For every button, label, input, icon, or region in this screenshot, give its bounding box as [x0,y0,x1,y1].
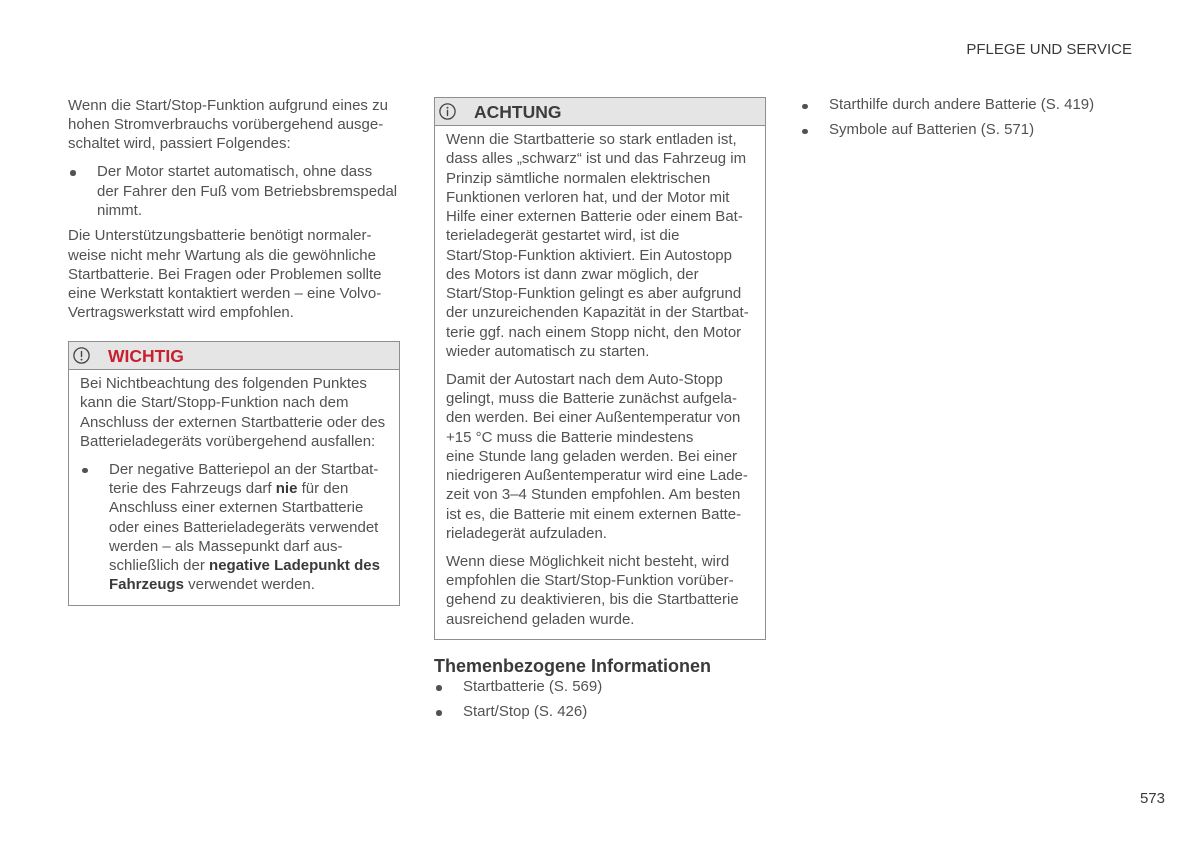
bullet-dot [436,685,442,691]
list-item [80,460,391,595]
list-item [434,702,766,721]
page-reference: Startbatterie (S. 569) [463,678,603,696]
exclamation-circle-icon [73,347,90,364]
page-reference: Starthilfe durch andere Batterie (S. 419) [829,96,1095,114]
notice-header [435,98,765,126]
caution-notice [434,97,766,640]
notice-title: ACHTUNG [474,101,562,122]
notice-title: WICHTIG [108,345,184,366]
list-item [434,677,766,696]
bullet-dot [436,710,442,716]
page-number: 573 [1139,789,1165,807]
emphasis-text: negative Ladepunkt des Fahrzeugs [109,557,380,594]
bullet-dot [70,170,76,176]
page-reference: Symbole auf Batterien (S. 571) [829,121,1035,139]
info-circle-icon [439,103,456,120]
bullet-dot [82,468,88,474]
important-notice [68,341,400,606]
text-run: für den Anschluss einer externen Startbatterie oder eines Batterieladegeräts verwendet werden – als Massepunkt darf aus- schließlich der [109,480,379,575]
list-item [68,162,408,220]
page-reference: Start/Stop (S. 426) [463,703,588,721]
list-item-text: Der Motor startet automatisch, ohne dass der Fahrer den Fuß vom Betriebsbremspedal nimmt. [97,163,398,219]
section-title: PFLEGE UND SERVICE [966,40,1132,58]
notice-paragraph: Wenn die Startbatterie so stark entladen ist, dass alles „schwarz“ ist und das Fahrzeug im Prinzip sämtliche normalen elektrischen Funktionen verloren hat, und der Motor mit Hilfe einer externen Batterie oder einem Bat- terieladegerät gestartet wird, ist die Start/Stop-Funktion aktiviert. Ein Autostopp des Motors ist dann zwar möglich, der Start/Stop-Funktion gelingt es aber aufgrund der unzureichenden Kapazität in der Startbat- terie ggf. nach einem Stopp nicht, den Motor wieder automatisch zu starten. [446,131,749,360]
notice-paragraph: Wenn diese Möglichkeit nicht besteht, wird empfohlen die Start/Stop-Funktion vorüber- gehend zu deaktivieren, bis die Startbatterie ausreichend geladen wurde. [446,552,739,628]
related-info-heading: Themenbezogene Informationen [434,656,712,676]
bullet-dot [802,104,808,110]
notice-body [69,370,399,605]
notice-paragraph: Damit der Autostart nach dem Auto-Stopp gelingt, muss die Batterie zunächst aufgela- den werden. Bei einer Außentemperatur von +15 °C muss die Batterie mindestens eine Stunde lang geladen werden. Bei einer niedrigeren Außentemperatur wird eine Lade- zeit von 3–4 Stunden empfohlen. Am besten ist es, die Batterie mit einem externen Batte- rieladegerät aufzuladen. [446,370,748,542]
notice-paragraph: Bei Nichtbeachtung des folgenden Punktes kann die Start/Stopp-Funktion nach dem Anschluss der externen Startbatterie oder des Batterieladegeräts vorübergehend ausfallen: [80,375,386,450]
info-circle-graphic [439,103,456,120]
list-item-text [109,460,391,595]
right-column-list [800,95,1140,139]
maintenance-paragraph: Die Unterstützungsbatterie benötigt normaler- weise nicht mehr Wartung als die gewöhnliche Startbatterie. Bei Fragen oder Problemen sollte eine Werkstatt kontaktiert werden – eine Volvo- Vertragswerkstatt wird empfohlen. [68,227,382,322]
text-run: Der negative Batteriepol an der Startbat- terie des Fahrzeugs darf [109,460,379,498]
related-info-list [434,677,766,721]
text-run: verwendet werden. [184,576,315,594]
emphasis-text: nie [275,480,298,498]
exclamation-circle-graphic [73,347,90,364]
list-item [800,95,1140,114]
notice-header [69,342,399,370]
left-column [68,96,408,323]
list-item [800,120,1140,139]
intro-paragraph: Wenn die Start/Stop-Funktion aufgrund eines zu hohen Stromverbrauchs vorübergehend ausge- schaltet wird, passiert Folgendes: [68,96,388,153]
bullet-dot [802,129,808,135]
notice-body [435,126,765,639]
